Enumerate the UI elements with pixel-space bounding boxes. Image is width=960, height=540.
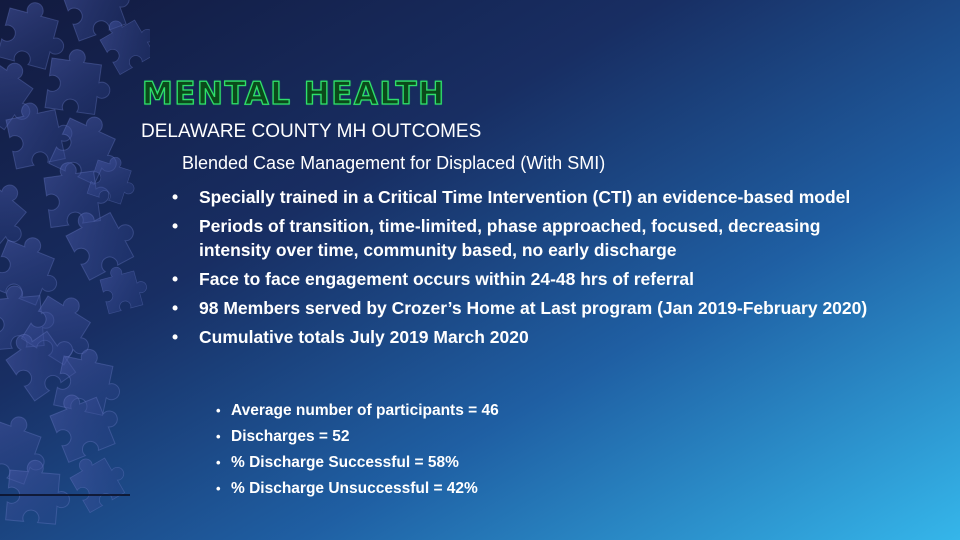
divider-line [0,494,130,496]
bullet-item: • Cumulative totals July 2019 March 2020 [168,325,888,349]
sub-bullet-list [210,398,499,502]
slide-title: MENTAL HEALTH [142,76,446,112]
bullet-list [168,185,888,354]
bullet-item: • Periods of transition, time-limited, phase approached, focused, decreasing intensity over time, community based, no early discharge [168,214,888,262]
slide-subtitle: DELAWARE COUNTY MH OUTCOMES [141,121,482,142]
sub-bullet-item: • % Discharge Successful = 58% [210,450,499,476]
puzzle-pieces-graphic [0,0,150,540]
bullet-item: • Face to face engagement occurs within 24-48 hrs of referral [168,267,888,291]
bullet-item: • Specially trained in a Critical Time Intervention (CTI) an evidence-based model [168,185,888,209]
bullet-item: • 98 Members served by Crozer’s Home at Last program (Jan 2019-February 2020) [168,296,888,320]
sub-bullet-item: • % Discharge Unsuccessful = 42% [210,476,499,502]
sub-bullet-item: • Discharges = 52 [210,424,499,450]
sub-bullet-item: • Average number of participants = 46 [210,398,499,424]
section-heading: Blended Case Management for Displaced (With SMI) [182,153,606,173]
